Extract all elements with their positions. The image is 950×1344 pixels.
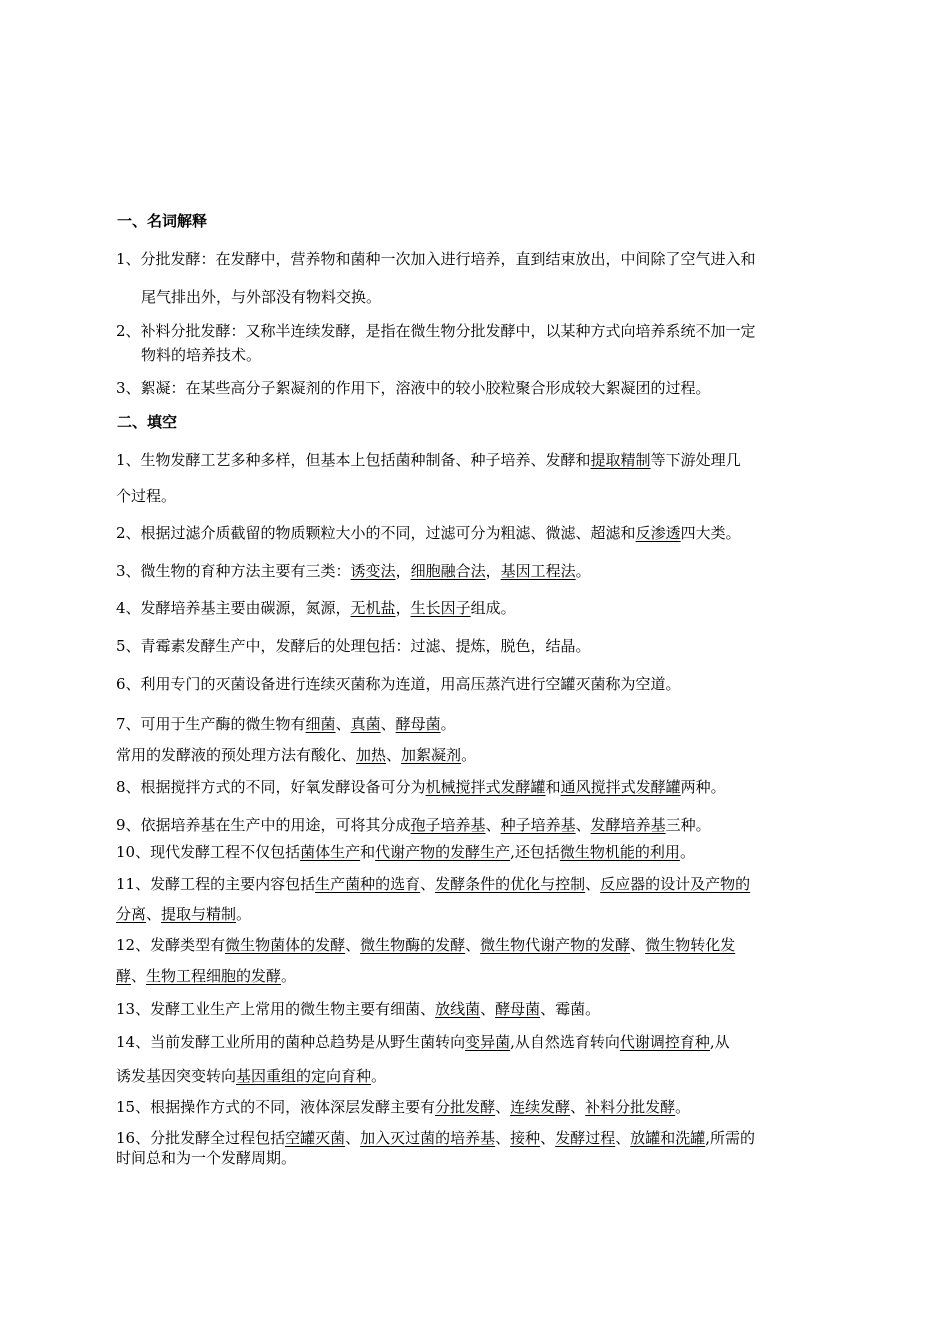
question-text: 。 [461,746,477,764]
question-text: 10、现代发酵工程不仅包括 [116,843,301,861]
question-text: ， [485,562,501,580]
answer-text: 连续发酵 [510,1098,571,1116]
question-text: 。 [236,905,252,923]
answer-text: 加热 [356,746,387,764]
answer-text: 菌体生产 [300,843,361,861]
question-text: ,从 [709,1033,730,1051]
question-text: 、 [386,746,402,764]
question-text: 12、发酵类型有 [116,936,226,954]
answer-text: 生物工程细胞的发酵 [146,967,282,985]
question-text: 。 [679,843,695,861]
question-text: ,从自然选育转向 [510,1033,620,1051]
question-text: 时间总和为一个发酵周期。 [116,1149,297,1167]
fill-blank-q12-line1 [116,935,735,955]
answer-text: 酵 [116,967,132,985]
answer-text: 加絮凝剂 [401,746,462,764]
question-text: 、 [131,967,147,985]
fill-blank-q16-line1 [116,1128,755,1148]
fill-blank-q9 [116,815,711,835]
answer-text: 加入灭过菌的培养基 [360,1129,496,1147]
question-text: 14、当前发酵工业所用的菌种总趋势是从野生菌转向 [116,1033,466,1051]
question-text: 和 [545,778,561,796]
answer-text: 分批发酵 [435,1098,496,1116]
question-text: 。 [575,562,591,580]
question-text: 5、青霉素发酵生产中，发酵后的处理包括：过滤、提炼，脱色，结晶。 [116,637,591,655]
answer-text: 微生物酶的发酵 [360,936,466,954]
answer-text: 变异菌 [465,1033,511,1051]
fill-blank-q8 [116,777,726,797]
question-text: 三种。 [665,816,711,834]
question-text: 11、发酵工程的主要内容包括 [116,875,316,893]
question-text: 、 [495,1129,511,1147]
question-text: 、 [335,715,351,733]
answer-text: 微生物代谢产物的发酵 [480,936,631,954]
question-text: 13、发酵工业生产上常用的微生物主要有细菌、 [116,1000,436,1018]
answer-text: 微生物菌体的发酵 [225,936,346,954]
term-item-2-line1: 2、补料分批发酵：又称半连续发酵，是指在微生物分批发酵中，以某种方式向培养系统不加一定 [116,322,756,340]
question-text: 、 [380,715,396,733]
term-item-1-line2: 尾气排出外，与外部没有物料交换。 [141,288,382,306]
fill-blank-q11-line1 [116,874,750,894]
answer-text: 基因重组的定向育种 [236,1067,372,1085]
answer-text: 反应器的设计及产物的 [600,875,751,893]
question-text: 四大类。 [680,524,741,542]
fill-blank-q1-line1 [116,450,741,470]
section2-heading: 二、填空 [117,413,178,431]
question-text: ,所需的 [705,1129,756,1147]
term-item-3: 3、絮凝：在某些高分子絮凝剂的作用下，溶液中的较小胶粒聚合形成较大絮凝团的过程。 [116,379,711,397]
fill-blank-q5 [116,636,591,656]
fill-blank-q16-line2 [116,1148,296,1168]
answer-text: 放线菌 [435,1000,481,1018]
answer-text: 发酵过程 [555,1129,616,1147]
question-text: 、 [345,1129,361,1147]
term-item-2-line2: 物料的培养技术。 [141,346,262,364]
fill-blank-q6 [116,674,681,694]
question-text: 、 [495,1098,511,1116]
question-text: 、 [575,816,591,834]
question-text: 、 [146,905,162,923]
question-text: 2、根据过滤介质截留的物质颗粒大小的不同，过滤可分为粗滤、微滤、超滤和 [116,524,636,542]
answer-text: 接种 [510,1129,541,1147]
answer-text: 通风搅拌式发酵罐 [560,778,681,796]
question-text: 9、依据培养基在生产中的用途，可将其分成 [116,816,411,834]
fill-blank-q12-line2 [116,966,296,986]
question-text: 、 [465,936,481,954]
question-text: 、 [585,875,601,893]
answer-text: 发酵条件的优化与控制 [435,875,586,893]
question-text: 常用的发酵液的预处理方法有酸化、 [116,746,357,764]
question-text: 个过程。 [116,487,177,505]
fill-blank-q14-line2 [116,1066,386,1086]
answer-text: 孢子培养基 [410,816,486,834]
question-text: 、 [540,1129,556,1147]
question-text: 、 [480,1000,496,1018]
answer-text: 生产菌种的选育 [315,875,421,893]
answer-text: 真菌 [350,715,381,733]
answer-text: 提取精制 [590,451,651,469]
question-text: 、霉菌。 [540,1000,601,1018]
question-text: 、 [420,875,436,893]
answer-text: 空罐灭菌 [285,1129,346,1147]
question-text: 4、发酵培养基主要由碳源，氮源， [116,599,351,617]
question-text: 、 [345,936,361,954]
question-text: 、 [615,1129,631,1147]
answer-text: 代谢产物的发酵生产 [375,843,511,861]
question-text: 等下游处理几 [650,451,741,469]
term-item-1-line1: 1、分批发酵：在发酵中，营养物和菌种一次加入进行培养，直到结束放出，中间除了空气进入和 [116,250,756,268]
question-text: 、 [570,1098,586,1116]
question-text: 。 [675,1098,691,1116]
question-text: 组成。 [470,599,516,617]
answer-text: 无机盐 [350,599,396,617]
fill-blank-q11-line2 [116,904,251,924]
fill-blank-q7 [116,714,456,734]
answer-text: 生长因子 [410,599,471,617]
question-text: 两种。 [680,778,726,796]
answer-text: 酵母菌 [395,715,441,733]
fill-blank-q14-line1 [116,1032,730,1052]
question-text: 1、生物发酵工艺多种多样，但基本上包括菌种制备、种子培养、发酵和 [116,451,591,469]
answer-text: 细菌 [305,715,336,733]
answer-text: 反渗透 [635,524,681,542]
question-text: 。 [371,1067,387,1085]
fill-blank-q3 [116,561,591,581]
answer-text: 微生物转化发 [645,936,736,954]
answer-text: 种子培养基 [500,816,576,834]
question-text: 、 [485,816,501,834]
question-text: 。 [281,967,297,985]
fill-blank-q2 [116,523,741,543]
question-text: 、 [630,936,646,954]
answer-text: 酵母菌 [495,1000,541,1018]
fill-blank-q10 [116,842,695,862]
question-text: 15、根据操作方式的不同，液体深层发酵主要有 [116,1098,436,1116]
question-text: ， [395,562,411,580]
question-text: 16、分批发酵全过程包括 [116,1129,286,1147]
answer-text: 提取与精制 [161,905,237,923]
section1-heading: 一、名词解释 [117,212,208,230]
question-text: 8、根据搅拌方式的不同，好氧发酵设备可分为 [116,778,426,796]
fill-blank-q4 [116,598,516,618]
answer-text: 放罐和洗罐 [630,1129,706,1147]
answer-text: 机械搅拌式发酵罐 [425,778,546,796]
question-text: ， [395,599,411,617]
question-text: 和 [360,843,376,861]
answer-text: 基因工程法 [500,562,576,580]
fill-blank-q1-line2 [116,486,176,506]
question-text: 7、可用于生产酶的微生物有 [116,715,306,733]
question-text: 诱发基因突变转向 [116,1067,237,1085]
fill-blank-q13 [116,999,600,1019]
answer-text: 补料分批发酵 [585,1098,676,1116]
question-text: ,还包括 [510,843,560,861]
fill-blank-q15 [116,1097,690,1117]
answer-text: 发酵培养基 [590,816,666,834]
question-text: 。 [440,715,456,733]
answer-text: 代谢调控育种 [619,1033,710,1051]
question-text: 3、微生物的育种方法主要有三类： [116,562,351,580]
answer-text: 微生物机能的利用 [559,843,680,861]
answer-text: 诱变法 [350,562,396,580]
answer-text: 细胞融合法 [410,562,486,580]
question-text: 6、利用专门的灭菌设备进行连续灭菌称为连道，用高压蒸汽进行空罐灭菌称为空道。 [116,675,681,693]
answer-text: 分离 [116,905,147,923]
fill-blank-q7b [116,745,476,765]
